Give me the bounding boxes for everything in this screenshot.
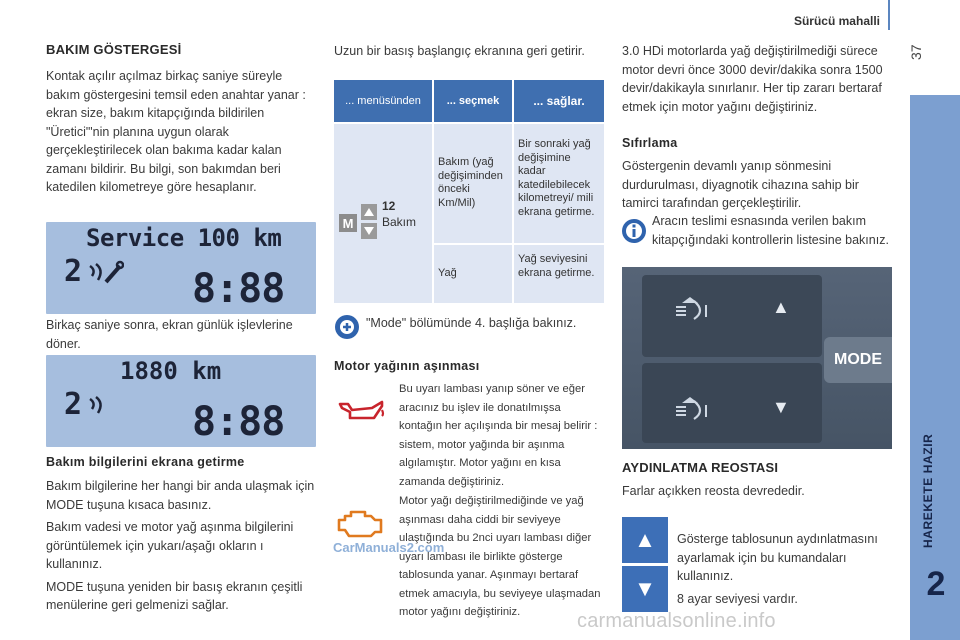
dimmer-up-button (622, 517, 668, 563)
mode-reference-note: "Mode" bölümünde 4. başlığa bakınız. (366, 316, 577, 330)
menu-key-icon (339, 204, 379, 245)
lcd-clock: 8:88 (192, 266, 285, 312)
menu-number: 12 (382, 199, 396, 213)
wrench-icon (88, 260, 124, 288)
dimmer-down-button (622, 566, 668, 612)
paragraph: Bakım bilgilerine her hangi bir anda ulaşmak için MODE tuşuna kısaca basınız. (46, 479, 315, 512)
header-rule (888, 0, 890, 30)
lcd-service-line: Service 100 km (86, 224, 282, 252)
chapter-side-tab (910, 95, 960, 640)
lcd-odometer-display (46, 355, 316, 447)
fog-light-icon (672, 393, 716, 426)
mode-panel-photo (622, 267, 892, 449)
table-result-cell: Bir sonraki yağ değişimine kadar katedilebilecek kilometreyi/ mili ekrana getirme. (514, 124, 604, 243)
paragraph: MODE tuşuna yeniden bir basış ekranın çeşitli menülerine geri gelmenizi sağlar. (46, 579, 303, 612)
reset-text: Göstergenin devamlı yanıp sönmesini durdurulması, diyagnotik cihazına sahip bir tamirci tarafından gerçekleştirilir. (622, 159, 859, 210)
plus-info-icon (334, 314, 360, 345)
up-arrow-icon: ▲ (772, 297, 790, 317)
watermark-small: CarManuals2.com (333, 540, 445, 555)
long-press-text: Uzun bir basış başlangıç ekranına geri getirir. (334, 44, 585, 58)
oil-wear-heading: Motor yağının aşınması (334, 359, 480, 373)
menu-table (334, 80, 604, 303)
hdi-limit-text: 3.0 HDi motorlarda yağ değiştirilmediği sürece motor devri önce 3000 devir/dakika sonra 1500 devir/dakikayla sınırlanır. Her tip zararı bertaraf etmek için motor yağını değiştiriniz. (622, 44, 883, 114)
menu-name: Bakım (382, 215, 417, 229)
lcd-gear-digit: 2 (64, 387, 83, 422)
after-service-text: Birkaç saniye sonra, ekran günlük işlevlerine döner. (46, 318, 293, 351)
table-select-cell: Bakım (yağ değişiminden önceki Km/Mil) (434, 124, 512, 243)
info-icon (621, 218, 647, 249)
oil-can-icon (338, 396, 386, 429)
table-header: ... seçmek (434, 80, 512, 122)
maintenance-heading: BAKIM GÖSTERGESİ (46, 42, 182, 57)
lcd-gear-digit: 2 (64, 254, 83, 289)
dimmer-levels: 8 ayar seviyesi vardır. (677, 591, 798, 606)
lcd-odometer-line: 1880 km (120, 357, 222, 385)
down-arrow-icon: ▼ (772, 397, 790, 417)
reset-heading: Sıfırlama (622, 136, 678, 150)
down-arrow-icon: ▼ (634, 576, 656, 601)
table-header: ... sağlar. (514, 80, 604, 122)
fog-light-icon (672, 293, 716, 326)
chapter-label: HAREKETE HAZIR (921, 433, 935, 548)
oil-warning-text: Bu uyarı lambası yanıp söner ve eğer aracınız bu işlev ile donatılmışsa kontağın her açılışında bir mesaj belirir : sistem, motor yağında bir aşınma algılamıştır. Motor yağını en kısa zamanda değiştiriniz. (399, 383, 598, 488)
lcd-clock: 8:88 (192, 399, 285, 445)
dimmer-description: Gösterge tablosunun aydınlatmasını ayarlamak için bu kumandaları kullanınız. (677, 532, 878, 583)
chapter-number: 2 (926, 565, 946, 603)
table-header: ... menüsünden (334, 80, 432, 122)
table-select-cell: Yağ (434, 245, 512, 303)
engine-warning-text: Motor yağı değiştirilmediğinde ve yağ aşınması daha ciddi bir seviyeye ulaştığında bu 2nci uyarı lambası diğer uyarı lambası ile birlikte gösterge tablosunda yanar. Aşınmayı bertaraf etmek amacıyla, bu seviyeye ulaşmadan motor yağını değiştiriniz. (399, 495, 601, 618)
page-number: 37 (908, 44, 924, 60)
table-menu-cell (334, 124, 432, 303)
info-text: Aracın teslimi esnasında verilen bakım kitapçığındaki kontrollerin listesine bakınız. (652, 214, 889, 247)
service-icon (88, 393, 108, 421)
header-section-title: Sürücü mahalli (793, 14, 880, 28)
dimmer-text (677, 530, 889, 612)
footer-watermark: carmanualsonline.info (577, 610, 776, 632)
up-arrow-icon: ▲ (634, 527, 656, 552)
paragraph: Bakım vadesi ve motor yağ aşınma bilgilerini görüntülemek için yukarı/aşağı okların ı kullanınız. (46, 520, 294, 571)
svg-text:M: M (342, 216, 354, 231)
mode-button-photo: MODE (824, 337, 892, 383)
dimmer-heading: AYDINLATMA REOSTASI (622, 460, 779, 475)
view-maintenance-body (46, 477, 318, 619)
view-maintenance-heading: Bakım bilgilerini ekrana getirme (46, 455, 245, 469)
dimmer-intro: Farlar açıkken reosta devrededir. (622, 484, 805, 498)
maintenance-intro: Kontak açılır açılmaz birkaç saniye süreyle bakım göstergesini temsil eden anahtar yanar : ekran size, bakım kitapçığında bildirilen "Üretici"'nin planına uygun olarak gerçekleştirilecek olan bakıma kadar kalan zamanı bildirir. Bu bilgi, son bakımdan beri katedilen kilometreye göre hesaplanır. (46, 69, 306, 194)
lcd-service-display (46, 222, 316, 314)
table-result-cell: Yağ seviyesini ekrana getirme. (514, 245, 604, 303)
